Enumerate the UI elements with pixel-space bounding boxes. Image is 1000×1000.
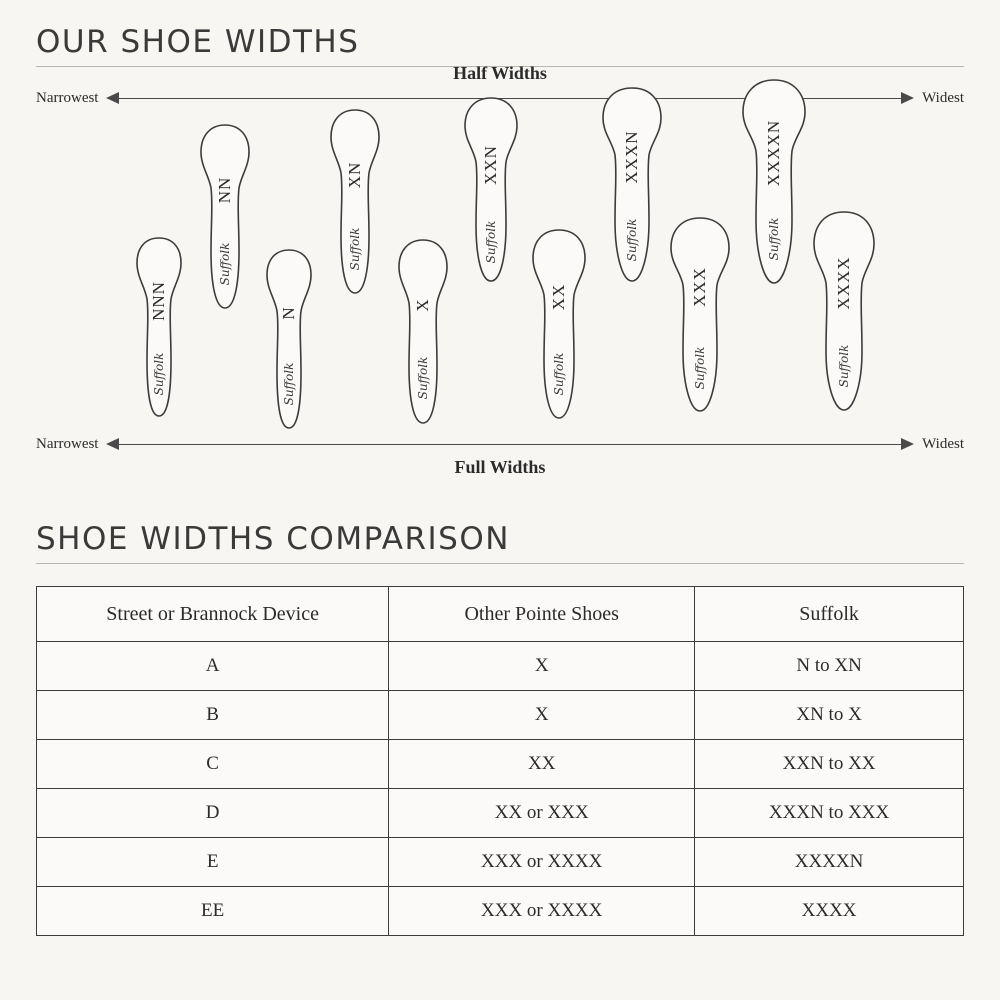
table-row xyxy=(37,691,964,740)
cell-suffolk: XXXX xyxy=(695,887,964,936)
arrow-right-icon xyxy=(901,92,914,104)
brand-label: Suffolk xyxy=(693,346,707,390)
full-axis-left-label: Narrowest xyxy=(36,435,99,452)
shoe-half-NN xyxy=(194,122,256,312)
cell-street: B xyxy=(37,691,389,740)
cell-other: XX xyxy=(389,740,695,789)
cell-suffolk: XXXN to XXX xyxy=(695,789,964,838)
shoe-full-N xyxy=(258,247,320,432)
column-header-other: Other Pointe Shoes xyxy=(389,587,695,642)
table-row xyxy=(37,789,964,838)
brand-label: Suffolk xyxy=(282,362,296,406)
shoe-width-label: XXXXN xyxy=(764,119,783,187)
brand-label: Suffolk xyxy=(767,217,781,261)
column-header-street: Street or Brannock Device xyxy=(37,587,389,642)
shoe-width-label: XXX xyxy=(690,267,709,307)
half-axis-left-label: Narrowest xyxy=(36,89,99,106)
cell-suffolk: XXXXN xyxy=(695,838,964,887)
brand-label: Suffolk xyxy=(625,218,639,262)
arrow-right-icon xyxy=(901,438,914,450)
brand-label: Suffolk xyxy=(218,242,232,286)
shoe-full-NNN xyxy=(128,235,190,420)
column-header-suffolk: Suffolk xyxy=(695,587,964,642)
table-header-row xyxy=(37,587,964,642)
page-title: OUR SHOE WIDTHS xyxy=(36,24,360,60)
cell-other: X xyxy=(389,691,695,740)
shoe-width-label: XX xyxy=(549,283,568,311)
comparison-table-wrapper xyxy=(36,586,964,936)
width-diagram xyxy=(36,63,964,497)
shoe-width-label: XXN xyxy=(481,145,500,185)
shoe-width-label: XXXN xyxy=(622,130,641,184)
cell-other: X xyxy=(389,642,695,691)
cell-street: C xyxy=(37,740,389,789)
half-widths-caption: Half Widths xyxy=(453,63,547,83)
table-row xyxy=(37,642,964,691)
half-axis-right-label: Widest xyxy=(922,89,964,106)
table-row xyxy=(37,740,964,789)
comparison-title: SHOE WIDTHS COMPARISON xyxy=(36,521,510,557)
axis-line xyxy=(118,444,902,445)
full-axis-right-label: Widest xyxy=(922,435,964,452)
cell-other: XXX or XXXX xyxy=(389,887,695,936)
cell-suffolk: XXN to XX xyxy=(695,740,964,789)
cell-other: XXX or XXXX xyxy=(389,838,695,887)
shoe-width-label: XXXX xyxy=(834,256,853,310)
brand-label: Suffolk xyxy=(152,352,166,396)
cell-street: EE xyxy=(37,887,389,936)
shoe-width-label: NNN xyxy=(149,281,168,321)
brand-label: Suffolk xyxy=(416,356,430,400)
shoe-half-XXN xyxy=(460,95,522,285)
shoe-full-XX xyxy=(528,227,590,422)
shoe-half-XN xyxy=(324,107,386,297)
cell-suffolk: N to XN xyxy=(695,642,964,691)
shoe-width-label: XN xyxy=(345,161,364,189)
comparison-divider xyxy=(36,563,964,564)
shoe-half-XXXN xyxy=(598,85,666,285)
cell-street: A xyxy=(37,642,389,691)
shoe-width-comparison-table xyxy=(36,586,964,936)
shoe-width-label: N xyxy=(279,306,298,320)
full-widths-axis xyxy=(36,435,964,453)
brand-label: Suffolk xyxy=(484,220,498,264)
cell-street: D xyxy=(37,789,389,838)
brand-label: Suffolk xyxy=(348,227,362,271)
cell-other: XX or XXX xyxy=(389,789,695,838)
brand-label: Suffolk xyxy=(552,352,566,396)
shoe-half-XXXXN xyxy=(738,77,810,287)
brand-label: Suffolk xyxy=(837,344,851,388)
shoe-full-X xyxy=(392,237,454,427)
shoe-width-label: X xyxy=(413,298,432,312)
table-row xyxy=(37,887,964,936)
full-axis-arrow xyxy=(106,435,914,453)
table-row xyxy=(37,838,964,887)
cell-suffolk: XN to X xyxy=(695,691,964,740)
shoe-full-XXXX xyxy=(808,209,880,414)
shoe-full-XXX xyxy=(666,215,734,415)
shoe-width-label: NN xyxy=(215,176,234,204)
cell-street: E xyxy=(37,838,389,887)
full-widths-caption: Full Widths xyxy=(454,457,546,477)
